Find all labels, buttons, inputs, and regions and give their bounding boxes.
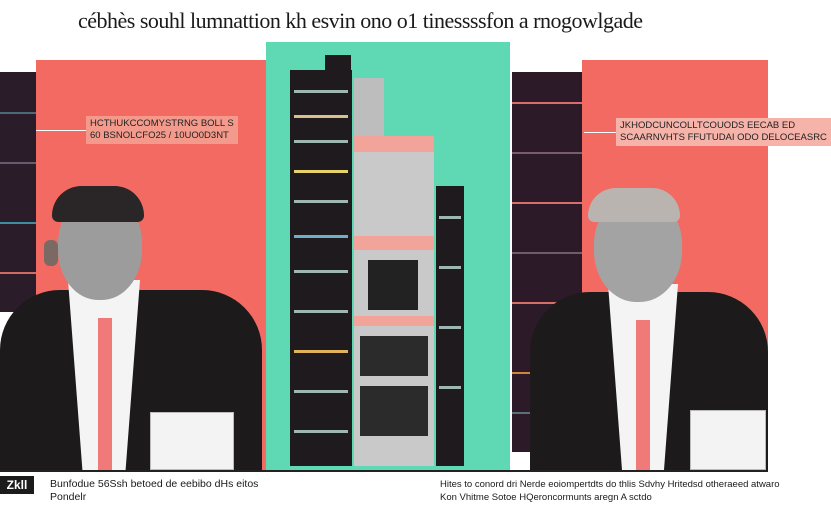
left-presenter: [0, 180, 266, 470]
bottom-right-caption-line2: Kon Vhitme Sotoe HQeroncormunts aregn A sctdo: [440, 492, 652, 503]
right-chyron-line2: SCAARNVHTS FFUTUDAI ODO DELOCEASRC: [620, 132, 827, 143]
right-chyron-line1: JKHODCUNCOLLTCOUODS EECAB ED: [620, 120, 796, 131]
right-chyron-label: [616, 118, 831, 146]
skyscraper-right: [436, 186, 464, 466]
bottom-left-caption-line2: Pondelr: [50, 491, 87, 503]
left-chyron-label: [86, 116, 238, 144]
laptop-icon: [150, 412, 234, 470]
channel-logo: Zkll: [0, 476, 34, 494]
left-chyron-line2: 60 BSNOLCFO25 / 10UO0D3NT: [90, 130, 229, 141]
building-top: [354, 78, 384, 138]
left-tie: [98, 318, 112, 470]
skyscraper-left: [290, 70, 352, 466]
bottom-right-caption: [440, 478, 780, 504]
headset-icon: [44, 240, 58, 266]
right-hair: [588, 188, 680, 222]
skyscraper-spire: [325, 55, 351, 75]
left-chyron-line1: HCTHUKCCOMYSTRNG BOLL S: [90, 118, 234, 129]
laptop-icon: [690, 410, 766, 470]
bottom-right-caption-line1: Hites to conord dri Nerde eoiompertdts do thlis Sdvhy Hritedsd otheraeed atwaro: [440, 479, 780, 490]
bottom-left-caption: [50, 478, 258, 504]
left-hair: [52, 186, 144, 222]
bottom-left-caption-line1: Bunfodue 56Ssh betoed de eebibo dHs eitos: [50, 478, 259, 490]
building-center: [354, 136, 434, 466]
headline: cébhès souhl lumnattion kh esvin ono o1 tinessssfon a rnogowlgade: [78, 8, 643, 33]
right-presenter: [530, 180, 768, 470]
right-label-pointer: [584, 132, 616, 133]
right-tie: [636, 320, 650, 470]
left-label-pointer: [36, 130, 86, 131]
